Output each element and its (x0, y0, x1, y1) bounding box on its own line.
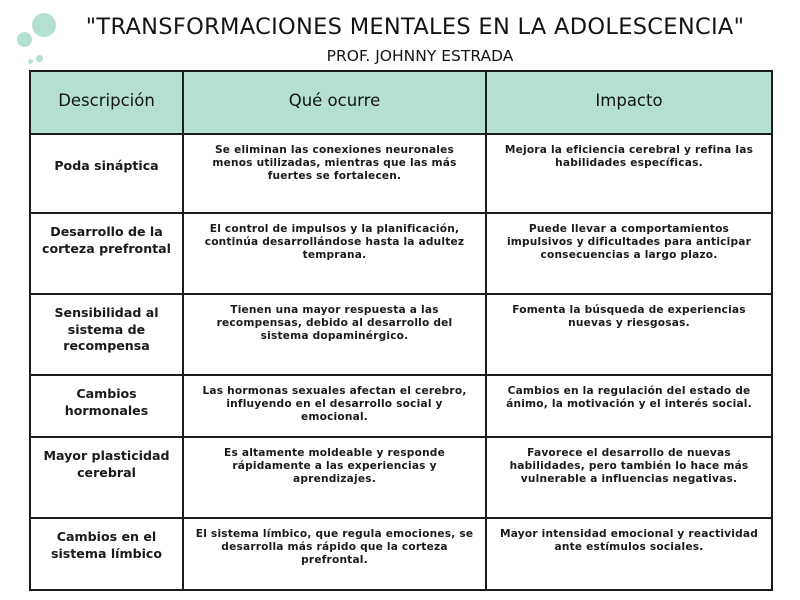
cell-que-ocurre: Tienen una mayor respuesta a las recompensas, debido al desarrollo del sistema dopaminérgico. (183, 294, 486, 375)
column-header-impacto: Impacto (486, 71, 772, 134)
table-row (30, 375, 772, 437)
cell-descripcion: Mayor plasticidad cerebral (30, 437, 183, 518)
cell-descripcion: Cambios hormonales (30, 375, 183, 437)
cell-impacto: Mayor intensidad emocional y reactividad ante estímulos sociales. (486, 518, 772, 590)
cell-que-ocurre: Se eliminan las conexiones neuronales menos utilizadas, mientras que las más fuertes se fortalecen. (183, 134, 486, 213)
table-row (30, 294, 772, 375)
cell-que-ocurre: El control de impulsos y la planificación, continúa desarrollándose hasta la adultez temprana. (183, 213, 486, 294)
cell-que-ocurre: Es altamente moldeable y responde rápidamente a las experiencias y aprendizajes. (183, 437, 486, 518)
cell-impacto: Mejora la eficiencia cerebral y refina las habilidades específicas. (486, 134, 772, 213)
table-row (30, 213, 772, 294)
cell-descripcion: Cambios en el sistema límbico (30, 518, 183, 590)
table-header-row (30, 71, 772, 134)
column-header-descripcion: Descripción (30, 71, 183, 134)
cell-descripcion: Sensibilidad al sistema de recompensa (30, 294, 183, 375)
page-title: "TRANSFORMACIONES MENTALES EN LA ADOLESCENCIA" (85, 14, 745, 40)
cell-impacto: Cambios en la regulación del estado de ánimo, la motivación y el interés social. (486, 375, 772, 437)
cell-impacto: Favorece el desarrollo de nuevas habilidades, pero también lo hace más vulnerable a influencias negativas. (486, 437, 772, 518)
column-header-que-ocurre: Qué ocurre (183, 71, 486, 134)
cell-impacto: Puede llevar a comportamientos impulsivos y dificultades para anticipar consecuencias a largo plazo. (486, 213, 772, 294)
author-subtitle: PROF. JOHNNY ESTRADA (326, 47, 514, 65)
table-row (30, 518, 772, 590)
cell-que-ocurre: El sistema límbico, que regula emociones, se desarrolla más rápido que la corteza prefrontal. (183, 518, 486, 590)
cell-descripcion: Poda sináptica (30, 134, 183, 213)
table-row (30, 134, 772, 213)
cell-impacto: Fomenta la búsqueda de experiencias nuevas y riesgosas. (486, 294, 772, 375)
cell-que-ocurre: Las hormonas sexuales afectan el cerebro, influyendo en el desarrollo social y emocional. (183, 375, 486, 437)
cell-descripcion: Desarrollo de la corteza prefrontal (30, 213, 183, 294)
table-row (30, 437, 772, 518)
transformations-table (29, 70, 773, 591)
